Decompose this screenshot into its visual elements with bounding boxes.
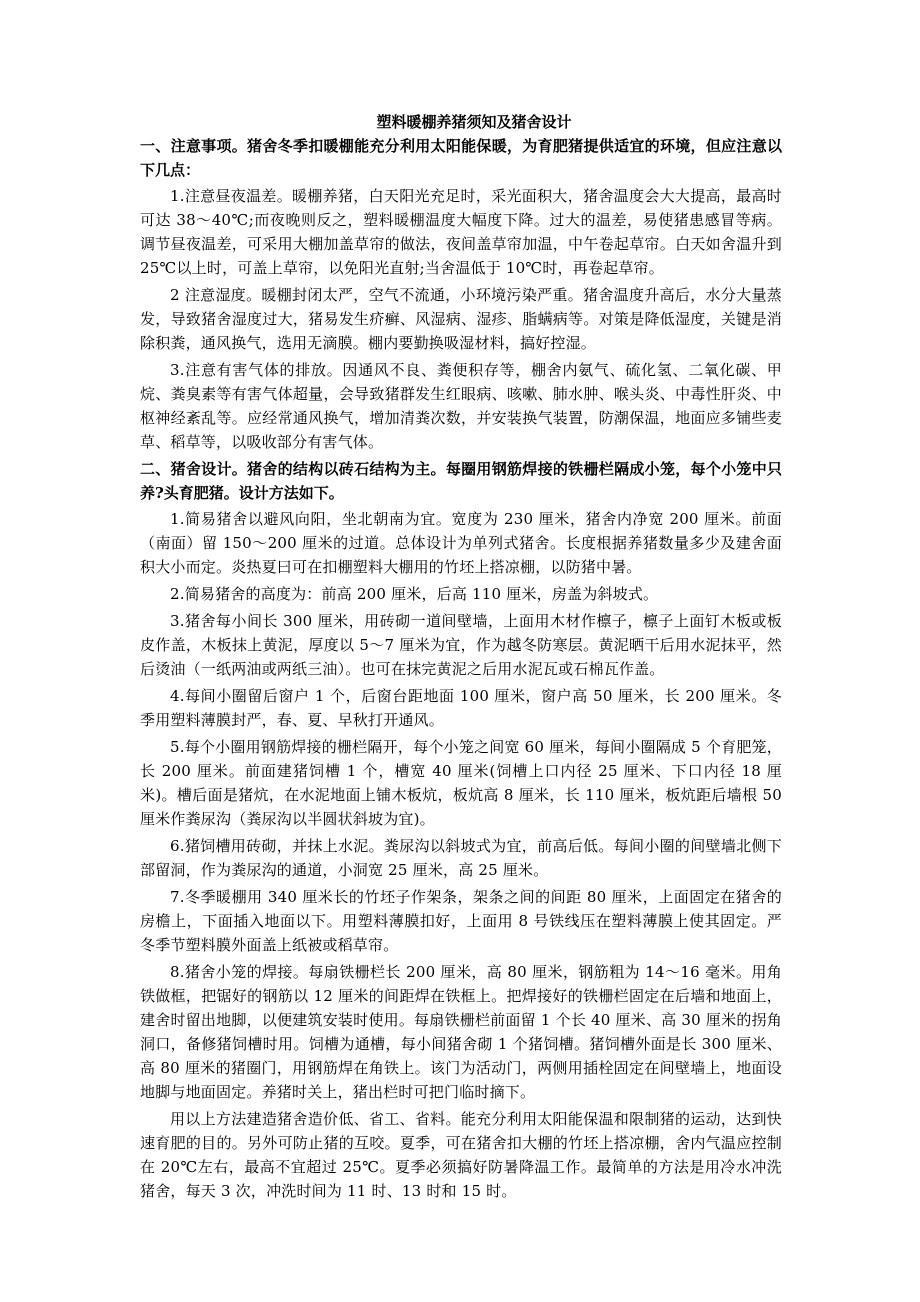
paragraph: 8.猪舍小笼的焊接。每扇铁栅栏长 200 厘米，高 80 厘米，钢筋粗为 14～16 毫米。用角铁做框，把锯好的钢筋以 12 厘米的间距焊在铁框上。把焊接好的铁栅栏固定在后墙和地面上，建舍时留出地脚，以便建筑安装时使用。每扇铁栅栏前面留 1 个长 40 厘米、高 30 厘米的拐角洞口，备修猪饲槽时用。饲槽为通槽，每小间猪舍砌 1 个猪饲槽。猪饲槽外面是长 300 厘米、高 80 厘米的猪圈门，用钢筋焊在角铁上。该门为活动门，两侧用插栓固定在间壁墙上，地面设地脚与地面固定。养猪时关上，猪出栏时可把门临时摘下。 — [140, 963, 782, 1101]
document-page — [140, 110, 782, 1206]
paragraph: 3.注意有害气体的排放。因通风不良、粪便积存等，棚舍内氨气、硫化氢、二氧化碳、甲烷、粪臭素等有害气体超量，会导致猪群发生红眼病、咳嗽、肺水肿、喉头炎、中毒性肝炎、中枢神经紊乱等。应经常通风换气，增加清粪次数，并安装换气装置，防潮保温，地面应多铺些麦草、稻草等，以吸收部分有害气体。 — [140, 361, 782, 451]
paragraph: 6.猪饲槽用砖砌，并抹上水泥。粪尿沟以斜坡式为宜，前高后低。每间小圈的间壁墙北侧下部留洞，作为粪尿沟的通道，小洞宽 25 厘米，高 25 厘米。 — [140, 837, 782, 879]
paragraph: 4.每间小圈留后窗户 1 个，后窗台距地面 100 厘米，窗户高 50 厘米，长 200 厘米。冬季用塑料薄膜封严，春、夏、早秋打开通风。 — [140, 687, 782, 729]
section-heading-precautions: 一、注意事项。猪舍冬季扣暖棚能充分利用太阳能保暖，为育肥猪提供适宜的环境，但应注意以下几点： — [140, 137, 782, 179]
section-heading-design: 二、猪舍设计。猪舍的结构以砖石结构为主。每圈用钢筋焊接的铁栅栏隔成小笼，每个小笼中只养?头育肥猪。设计方法如下。 — [140, 460, 782, 502]
paragraph: 用以上方法建造猪舍造价低、省工、省料。能充分利用太阳能保温和限制猪的运动，达到快速育肥的目的。另外可防止猪的互咬。夏季，可在猪舍扣大棚的竹坯上搭凉棚，舍内气温应控制在 20℃左右，最高不宜超过 25℃。夏季必须搞好防暑降温工作。最简单的方法是用冷水冲洗猪舍，每天 3 次，冲洗时间为 11 时、13 时和 15 时。 — [140, 1110, 782, 1200]
document-title: 塑料暖棚养猪须知及猪舍设计 — [376, 113, 572, 131]
paragraph: 7.冬季暖棚用 340 厘米长的竹坯子作架条，架条之间的间距 80 厘米，上面固定在猪舍的房檐上，下面插入地面以下。用塑料薄膜扣好，上面用 8 号铁线压在塑料薄膜上使其固定。严冬季节塑料膜外面盖上纸被或稻草帘。 — [140, 888, 782, 954]
paragraph: 3.猪舍每小间长 300 厘米，用砖砌一道间壁墙，上面用木材作檩子，檩子上面钉木板或板皮作盖，木板抹上黄泥，厚度以 5～7 厘米为宜，作为越冬防寒层。黄泥晒干后用水泥抹平，然后烫油（一纸两油或两纸三油）。也可在抹完黄泥之后用水泥瓦或石棉瓦作盖。 — [140, 612, 782, 678]
paragraph: 2.简易猪舍的高度为：前高 200 厘米，后高 110 厘米，房盖为斜坡式。 — [170, 585, 659, 603]
paragraph: 5.每个小圈用钢筋焊接的栅栏隔开，每个小笼之间宽 60 厘米，每间小圈隔成 5 个育肥笼，长 200 厘米。前面建猪饲槽 1 个，槽宽 40 厘米(饲槽上口内径 25 厘米、下口内径 18 厘米)。槽后面是猪炕，在水泥地面上铺木板炕，板炕高 8 厘米，长 110 厘米，板炕距后墙根 50 厘米作粪尿沟（粪尿沟以半圆状斜坡为宜)。 — [140, 738, 782, 828]
paragraph: 1.注意昼夜温差。暖棚养猪，白天阳光充足时，采光面积大，猪舍温度会大大提高，最高时可达 38～40℃;而夜晚则反之，塑料暖棚温度大幅度下降。过大的温差，易使猪患感冒等病。调节昼夜温差，可采用大棚加盖草帘的做法，夜间盖草帘加温，中午卷起草帘。白天如舍温升到 25℃以上时，可盖上草帘，以免阳光直射;当舍温低于 10℃时，再卷起草帘。 — [140, 187, 782, 277]
paragraph: 2 注意湿度。暖棚封闭太严，空气不流通，小环境污染严重。猪舍温度升高后，水分大量蒸发，导致猪舍湿度过大，猪易发生疥癣、风湿病、湿疹、脂螨病等。对策是降低湿度，关键是消除积粪，通风换气，选用无滴膜。棚内要勤换吸湿材料，搞好控湿。 — [140, 286, 782, 352]
paragraph: 1.简易猪舍以避风向阳，坐北朝南为宜。宽度为 230 厘米，猪舍内净宽 200 厘米。前面（南面）留 150～200 厘米的过道。总体设计为单列式猪舍。长度根据养猪数量多少及建舍面积大小而定。炎热夏曰可在扣棚塑料大棚用的竹坯上搭凉棚，以防猪中暑。 — [140, 510, 782, 576]
